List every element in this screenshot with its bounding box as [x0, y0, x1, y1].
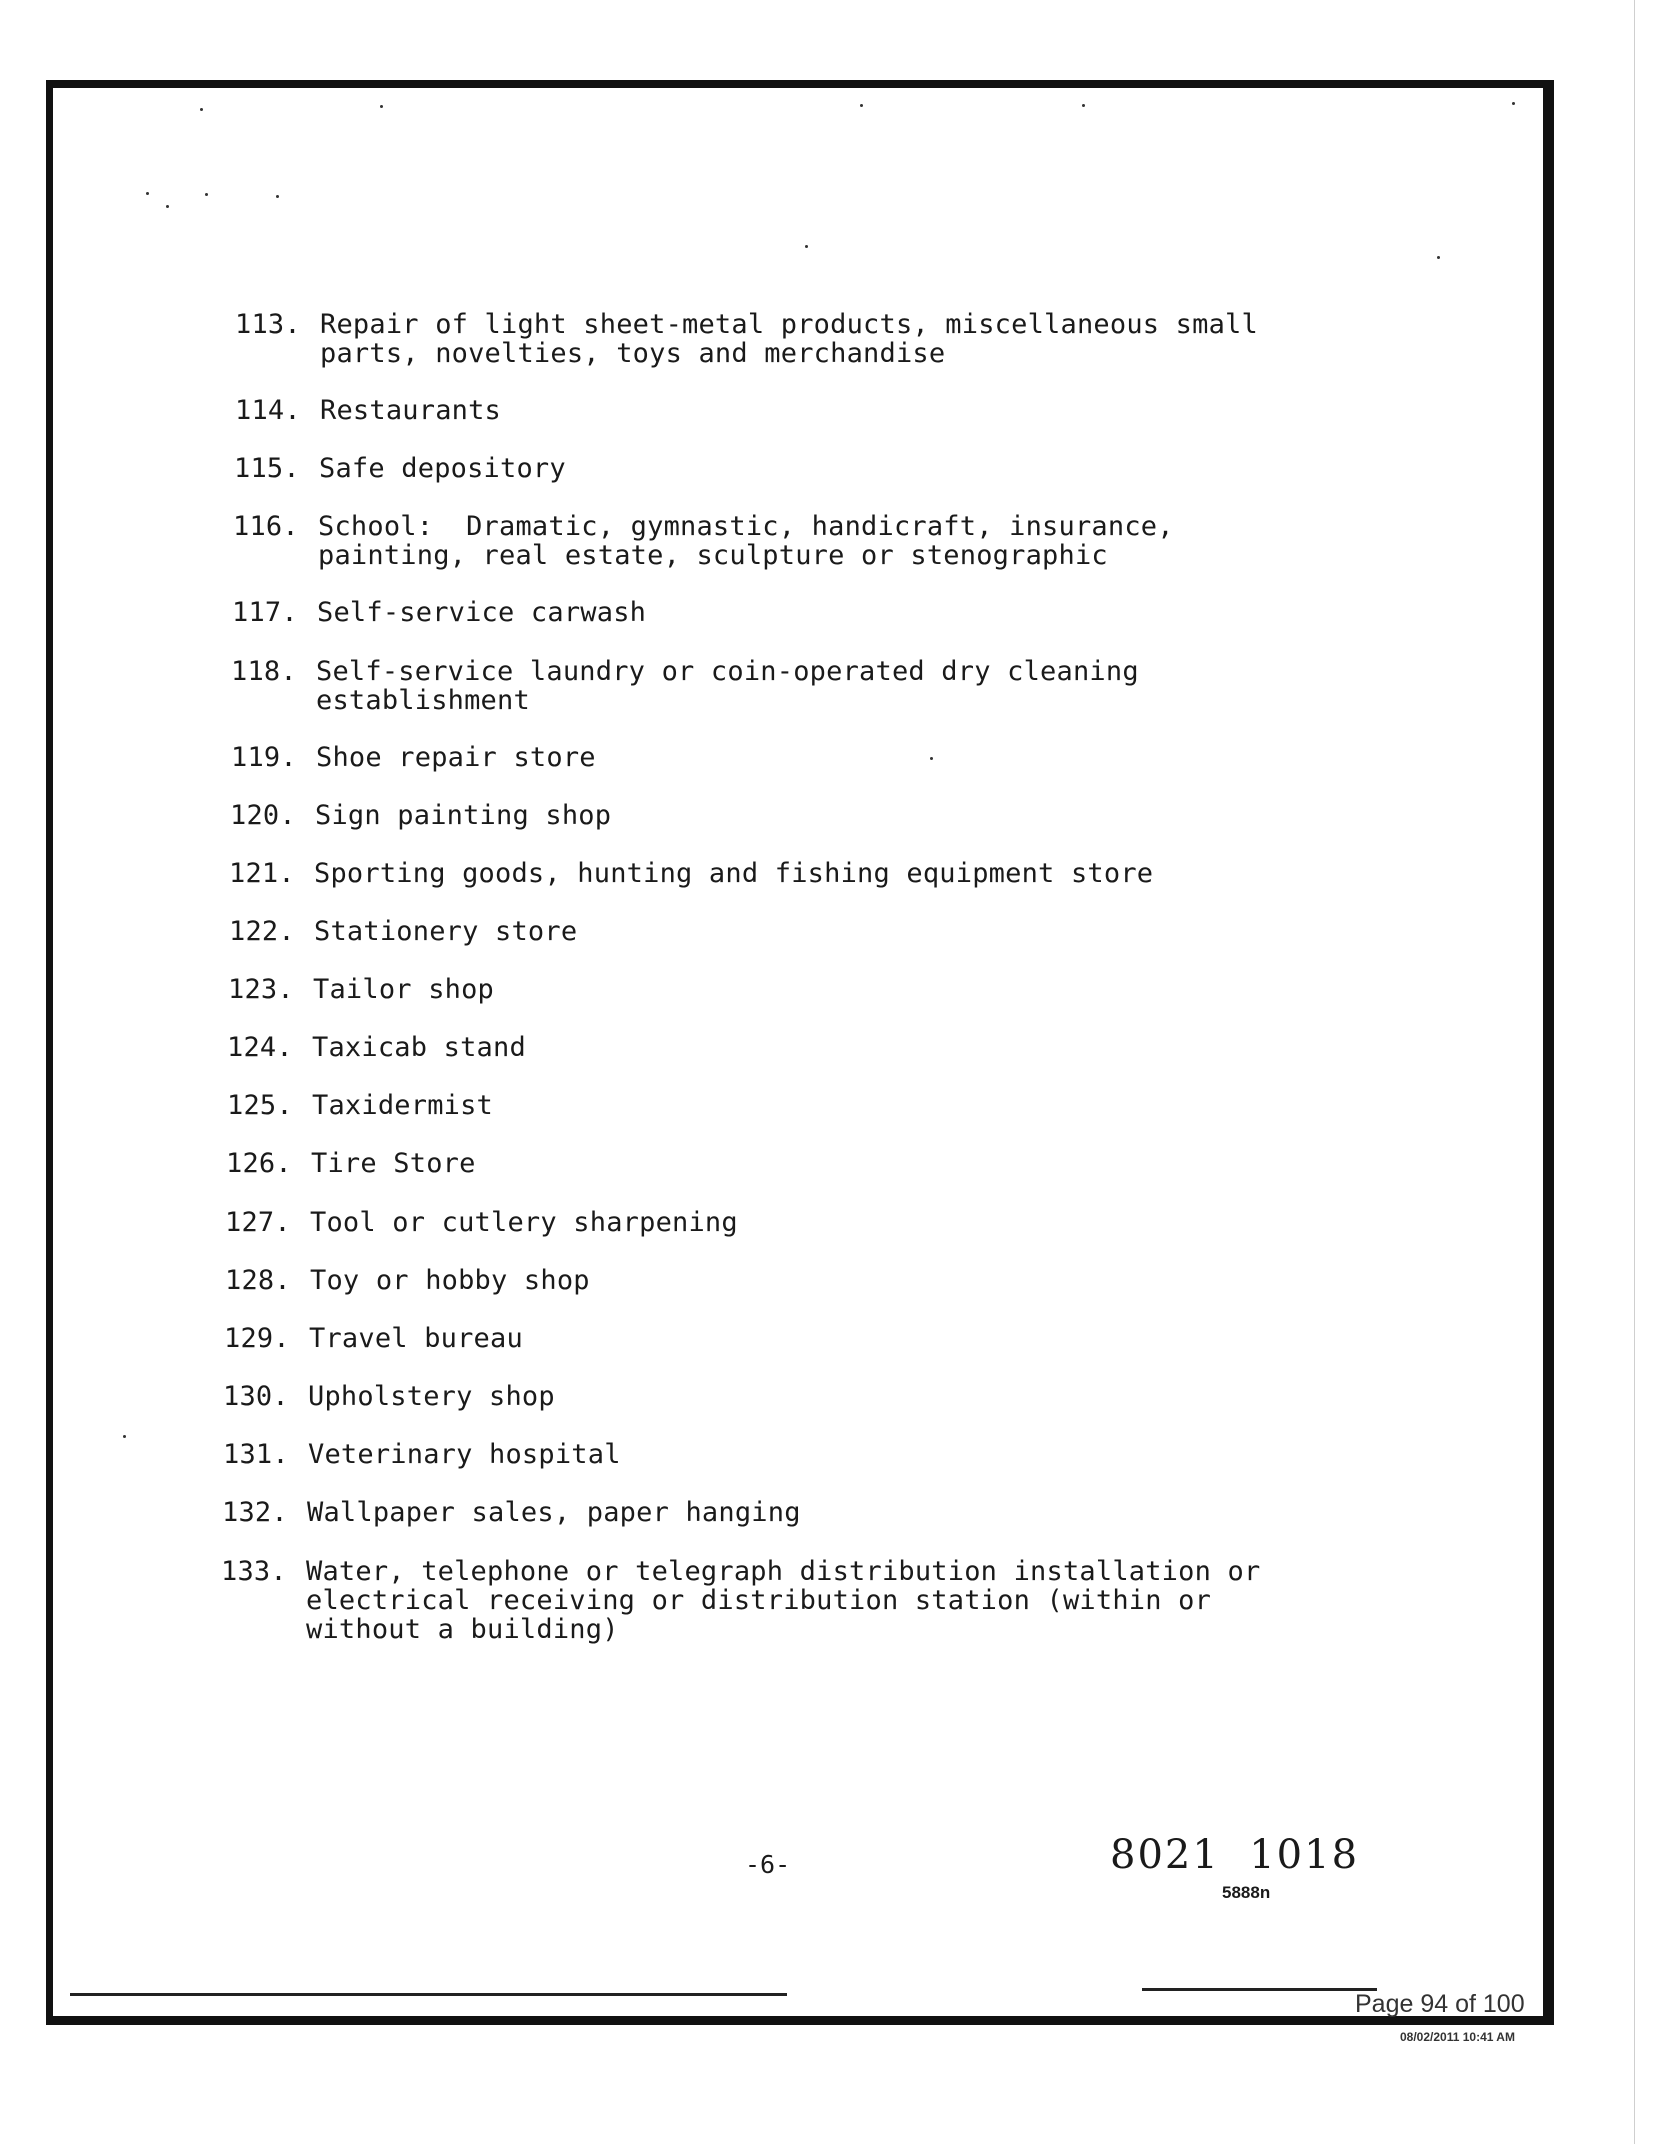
list-item: [230, 801, 611, 830]
item-number: 132.: [222, 1497, 288, 1528]
scan-speck: [380, 105, 383, 108]
item-number: 123.: [228, 974, 294, 1005]
item-number: 117.: [232, 597, 298, 628]
footer-rule-left: [70, 1993, 787, 1996]
item-text: Self-service carwash: [317, 597, 647, 628]
item-text-continued: painting, real estate, sculpture or stenographic: [318, 540, 1108, 571]
item-text-continued: electrical receiving or distribution station (within or: [306, 1585, 1212, 1616]
item-text: Shoe repair store: [316, 742, 596, 773]
item-number: 113.: [235, 309, 301, 340]
item-number: 114.: [235, 395, 301, 426]
item-text: Water, telephone or telegraph distribution installation or: [306, 1556, 1261, 1587]
scan-speck: [146, 192, 149, 195]
document-code: 5888n: [1222, 1883, 1271, 1902]
footer-rule-right: [1142, 1988, 1377, 1991]
item-text: Taxicab stand: [312, 1032, 526, 1063]
item-text: Veterinary hospital: [308, 1439, 621, 1470]
item-number: 131.: [223, 1439, 289, 1470]
item-number: 133.: [221, 1556, 287, 1587]
item-text-continued: establishment: [316, 685, 530, 716]
item-text: School: Dramatic, gymnastic, handicraft, insurance,: [318, 511, 1174, 542]
scan-speck: [805, 245, 808, 248]
item-number: 119.: [231, 742, 297, 773]
item-number: 120.: [230, 800, 296, 831]
item-text: Repair of light sheet-metal products, miscellaneous small: [320, 309, 1258, 340]
item-number: 116.: [233, 511, 299, 542]
scan-speck: [166, 205, 169, 208]
list-item: [225, 1266, 590, 1295]
item-number: 122.: [229, 916, 295, 947]
list-item: [229, 917, 577, 946]
item-text: Safe depository: [319, 453, 566, 484]
item-text: Restaurants: [320, 395, 502, 426]
item-number: 127.: [225, 1207, 291, 1238]
list-item: [232, 598, 646, 627]
list-item: [226, 1149, 476, 1178]
scan-speck: [930, 757, 933, 760]
item-text: Stationery store: [314, 916, 578, 947]
item-number: 128.: [225, 1265, 291, 1296]
item-number: 130.: [223, 1381, 289, 1412]
scan-speck: [205, 193, 208, 196]
item-text-continued: parts, novelties, toys and merchandise: [320, 338, 946, 369]
scan-speck: [200, 108, 203, 111]
list-item: [223, 1440, 621, 1469]
list-item: [225, 1208, 738, 1237]
list-item: [231, 743, 596, 772]
item-number: 115.: [234, 453, 300, 484]
list-item: [228, 975, 494, 1004]
item-text-continued: without a building): [306, 1614, 619, 1645]
list-item: [235, 396, 501, 425]
item-text: Tool or cutlery sharpening: [310, 1207, 738, 1238]
item-text: Tire Store: [311, 1148, 476, 1179]
item-text: Sign painting shop: [315, 800, 612, 831]
item-number: 125.: [227, 1090, 293, 1121]
list-item: [234, 454, 566, 483]
item-number: 126.: [226, 1148, 292, 1179]
item-text: Tailor shop: [313, 974, 495, 1005]
item-text: Taxidermist: [312, 1090, 494, 1121]
item-text: Self-service laundry or coin-operated dry cleaning: [316, 656, 1139, 687]
scan-speck: [123, 1435, 126, 1438]
item-text: Upholstery shop: [308, 1381, 555, 1412]
item-text: Toy or hobby shop: [310, 1265, 590, 1296]
scan-speck: [276, 195, 279, 198]
document-number: 8021 1018: [1110, 1832, 1360, 1878]
item-text: Sporting goods, hunting and fishing equipment store: [314, 858, 1154, 889]
list-item: [235, 310, 1258, 368]
list-item: [227, 1091, 493, 1120]
list-item: [221, 1557, 1260, 1644]
scan-speck: [1082, 104, 1085, 107]
item-text: Wallpaper sales, paper hanging: [307, 1497, 801, 1528]
list-item: [227, 1033, 526, 1062]
scan-edge-line: [1634, 0, 1635, 2144]
page-count: Page 94 of 100: [1355, 1990, 1525, 2018]
list-item: [223, 1382, 555, 1411]
list-item: [224, 1324, 523, 1353]
list-item: [222, 1498, 801, 1527]
scan-speck: [1512, 102, 1515, 105]
scan-speck: [1437, 256, 1440, 259]
page-number: -6-: [745, 1850, 791, 1879]
item-number: 129.: [224, 1323, 290, 1354]
item-number: 118.: [231, 656, 297, 687]
item-number: 121.: [229, 858, 295, 889]
scan-speck: [860, 104, 863, 107]
list-item: [231, 657, 1139, 715]
list-item: [229, 859, 1153, 888]
item-number: 124.: [227, 1032, 293, 1063]
print-timestamp: 08/02/2011 10:41 AM: [1400, 2030, 1515, 2044]
item-text: Travel bureau: [309, 1323, 523, 1354]
list-item: [233, 512, 1174, 570]
